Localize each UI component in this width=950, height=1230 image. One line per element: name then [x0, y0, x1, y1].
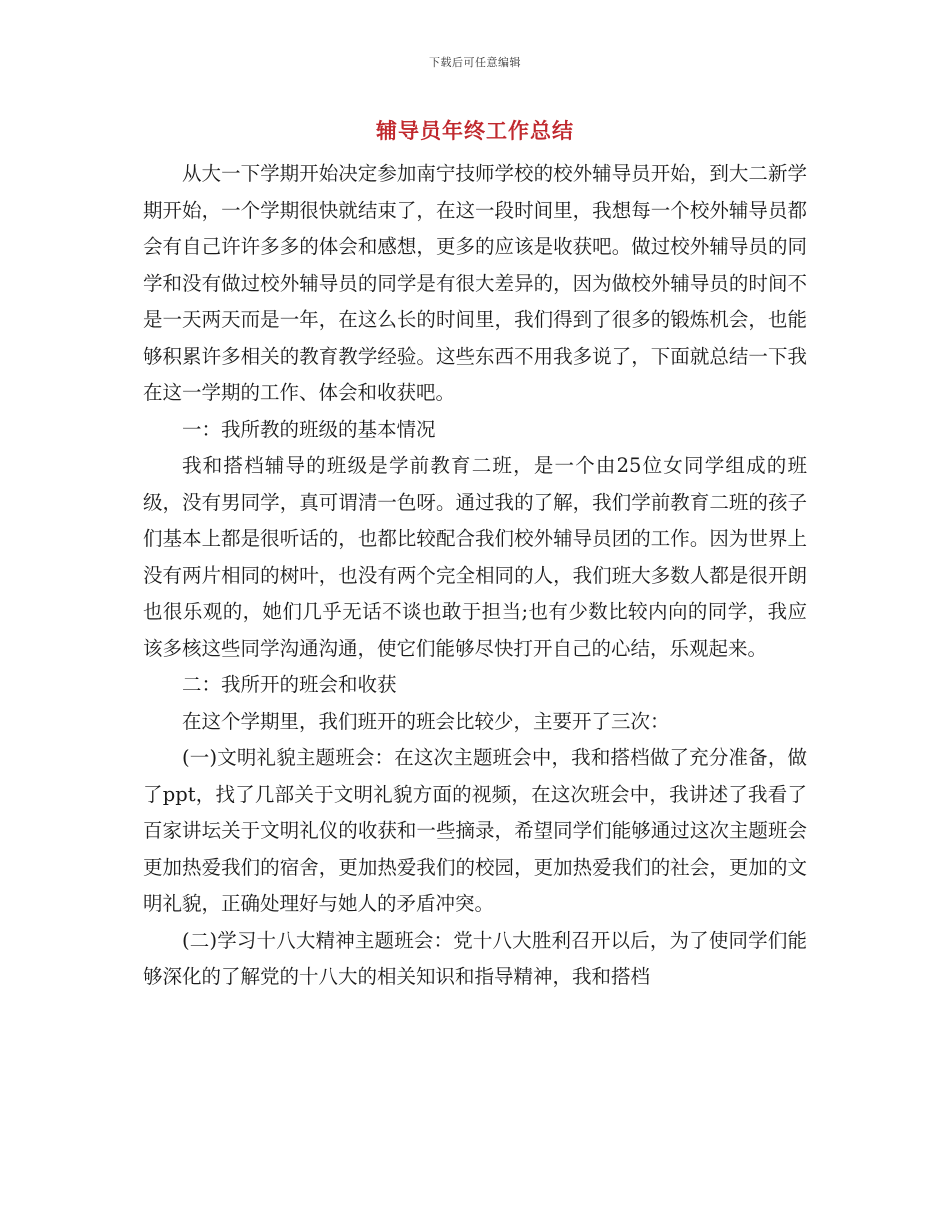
document-body: [143, 156, 807, 996]
section-heading-class-meetings: 二：我所开的班会和收获: [182, 673, 397, 696]
page-header-note: 下载后可任意编辑: [429, 56, 521, 69]
paragraph-class-info: 我和搭档辅导的班级是学前教育二班，是一个由25位女同学组成的班级，没有男同学，真可谓清一色呀。通过我的了解，我们学前教育二班的孩子们基本上都是很听话的，也都比较配合我们校外辅导员团的工作。因为世界上没有两片相同的树叶，也没有两个完全相同的人，我们班大多数人都是很开朗也很乐观的，她们几乎无话不谈也敢于担当;也有少数比较内向的同学，我应该多核这些同学沟通沟通，使它们能够尽快打开自己的心结，乐观起来。: [143, 454, 807, 660]
paragraph-intro: 从大一下学期开始决定参加南宁技师学校的校外辅导员开始，到大二新学期开始，一个学期很快就结束了，在这一段时间里，我想每一个校外辅导员都会有自己许许多多的体会和感想，更多的应该是收获吧。做过校外辅导员的同学和没有做过校外辅导员的同学是有很大差异的，因为做校外辅导员的时间不是一天两天而是一年，在这么长的时间里，我们得到了很多的锻炼机会，也能够积累许多相关的教育教学经验。这些东西不用我多说了，下面就总结一下我在这一学期的工作、体会和收获吧。: [143, 162, 807, 404]
paragraph-meeting-one: (一)文明礼貌主题班会：在这次主题班会中，我和搭档做了充分准备，做了ppt，找了几部关于文明礼貌方面的视频，在这次班会中，我讲述了我看了百家讲坛关于文明礼仪的收获和一些摘录，希望同学们能够通过这次主题班会更加热爱我们的宿舍，更加热爱我们的校园，更加热爱我们的社会，更加的文明礼貌，正确处理好与她人的矛盾冲突。: [143, 746, 807, 915]
document-title: 辅导员年终工作总结: [376, 118, 574, 143]
paragraph-meetings-summary: 在这个学期里，我们班开的班会比较少，主要开了三次：: [182, 709, 670, 733]
paragraph-meeting-two: (二)学习十八大精神主题班会：党十八大胜利召开以后，为了使同学们能够深化的了解党的十八大的相关知识和指导精神，我和搭档: [143, 928, 807, 988]
section-heading-class-info: 一：我所教的班级的基本情况: [182, 417, 436, 441]
